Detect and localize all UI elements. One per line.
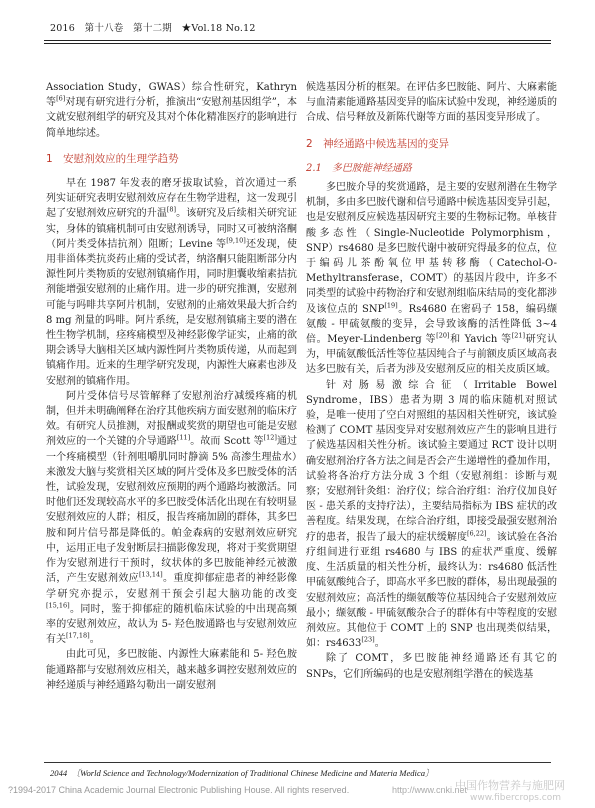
- text-span: 。Rs4680 在密码子 158，编码缬氨酸 - 甲硫氨酸的变异，会导致该酶的活性降低 3~4 倍。Meyer-Lindenberg 等: [306, 303, 557, 346]
- paragraph-1: [46, 176, 297, 389]
- citation: [23]: [361, 635, 375, 644]
- text-span: 通过一个疼痛模型（针剂咀嚼肌同时静滴 5% 高渗生理盐水）来激发大脑与奖赏相关区域的阿片受体及多巴胺受体的活性，试验发现，安慰剂效应预期的两个通路均被激活。同时他们还发现较高水平的多巴胺受体活化出现在有较明显安慰剂效应的人群；相反，报告疼痛加剧的群体，其多巴胺和阿片信号都是降低的。帕金森病的安慰剂效应研究中，运用正电子发射断层扫描影像发现，将对于奖赏期望作为安慰剂进行干预时，纹状体的多巴胺能神经元被激活，产生安慰剂效应: [46, 436, 298, 585]
- text-span: 。该试验在各治疗组间进行亚组 rs4680 与 IBS 的症状严重度、缓解度、生活质量的相关性分析，最终认为：rs4680 低活性甲硫氨酸纯合子，即高水平多巴胺的群体，易出现最强的安慰剂效应；高活性的缬氨酸等位基因纯合子安慰剂效应最小；缬氨酸 - 甲硫氨酸杂合子的群体有中等程度的安慰剂效应。其他位于 COMT 上的 SNP 也出现类似结果，如：rs4633: [306, 531, 558, 650]
- text-span: 多巴胺介导的奖赏通路，是主要的安慰剂潜在生物学机制，多由多巴胺代谢和信号通路中候选基因变异引起，也是安慰剂反应候选基因研究主要的生物标记物。单核苷酸多态性（Single-Nucleotide Polymorphism，SNP）rs4680 是多巴胺代谢中被研究得最多的位点，位于编码儿茶酚氧位甲基转移酶（Catechol-O-Methyltransferase，COMT）的基因片段中，许多不同类型的试验中药物治疗和安慰剂组临床结局的变化都涉及该位点的 SNP: [306, 182, 557, 315]
- citation: [17,18]: [66, 631, 90, 640]
- intro-text: Association Study，GWAS）综合性研究，Kathryn 等: [46, 82, 297, 109]
- text-span: 和 Yavich 等: [449, 334, 512, 346]
- cnki-link[interactable]: http://www.cnki.net: [392, 785, 468, 795]
- text-span: 。: [89, 634, 100, 646]
- paragraph-r3: 除了 COMT，多巴胺能神经通路还有其它的 SNPs，它们所编码的也是安慰剂组学潜在的候选基: [306, 653, 557, 680]
- citation: [12]: [263, 434, 277, 443]
- paragraph-r2: [306, 378, 557, 652]
- paragraph-2: [46, 389, 297, 647]
- citation: [6]: [56, 94, 66, 103]
- text-span: 针对肠易激综合征（Irritable Bowel Syndrome，IBS）患者为期 3 周的临床随机对照试验，是唯一使用了空白对照组的基因相关性研究，该试验检测了 COMT 基因变异对安慰剂效应产生的影响且进行了候选基因相关性分析。该试验主要通过 RCT 设计以明确安慰剂治疗各方法之间是否会产生递增性的叠加作用，试验将各治疗方法分成 3 个组（安慰剂组：诊断与观察；安慰剂针灸组：治疗仪；综合治疗组：治疗仪加良好医 - 患关系的支持疗法），主要结局指标为 IBS 症状的改善程度。结果发现，在综合治疗组，即接受最强安慰剂治疗的患者，报告了最大的症状缓解度: [306, 379, 557, 543]
- text-span: 研究认为，甲硫氨酸低活性等位基因纯合子与前额皮质区域高表达多巴胺有关，后者为涉及安慰剂反应的相关皮质区域。: [306, 334, 557, 376]
- text-span: 早在 1987 年发表的磨牙拔取试验，首次通过一系列实证研究表明安慰剂效应存在生物学进程，这一发现引起了安慰剂效应研究的升温: [46, 178, 297, 220]
- watermark-url: www.fibercrops.com: [470, 793, 561, 803]
- subsection-heading-2-1: 2.1 多巴胺能神经通路: [306, 162, 412, 174]
- text-span: 。该研究及后续相关研究证实，身体的镇痛机制可由安慰剂诱导，同时又可被纳洛酮（阿片类受体拮抗剂）阻断；Levine 等: [46, 208, 297, 250]
- citation: [6,22]: [467, 529, 487, 538]
- paragraph-r1: [306, 180, 557, 378]
- section-heading-1: 1 安慰剂效应的生理学趋势: [46, 152, 179, 165]
- citation: [9,10]: [226, 236, 246, 245]
- right-intro: 候选基因分析的框架。在评估多巴胺能、阿片、大麻素能与血清素能通路基因变异的临床试验中发现，神经递质的合成、信号释放及新陈代谢等方面的基因变异形成了。: [306, 82, 557, 124]
- text-span: 。重度抑郁症患者的神经影像学研究亦提示，安慰剂干预会引起大脑功能的改变: [46, 573, 298, 600]
- page-footer: 2044 〔World Science and Technology/Modernization of Traditional Chinese Medicine and Materia Medica〕: [50, 768, 434, 778]
- copyright-notice: ?1994-2017 China Academic Journal Electronic Publishing House. All rights reserved.: [8, 785, 350, 795]
- text-span: 。同时，鉴于抑郁症的随机临床试验的中出现高频率的安慰剂效应，故认为 5- 羟色胺通路也与安慰剂效应有关: [46, 603, 297, 646]
- text-span: 还发现，使用非甾体类抗炎药止痛的受试者，纳洛酮只能阻断部分内源性阿片类物质的安慰剂镇痛作用，同时胆囊收缩素拮抗剂能增强安慰剂的止痛作用。进一步的研究推测，安慰剂可能与吗啡共享阿片机制，安慰剂的止痛效果最大折合约 8 mg 剂量的吗啡。阿片系统，是安慰剂镇痛主要的潜在性生物学机制，痉疼痛模型及神经影像学证实，止痛的欲期会诱导大脑相关区域内源性阿片类物质传递，从而起到镇痛作用。近来的生理学研究发现，内源性大麻素也涉及安慰剂的镇痛作用。: [46, 238, 297, 387]
- citation: [19]: [384, 301, 398, 310]
- page-header: 2016 第十八卷 第十二期 ★Vol.18 No.12: [50, 23, 256, 34]
- citation: [20]: [436, 331, 450, 340]
- header-rule: [44, 40, 551, 41]
- watermark-text: 中国作物营养与施肥网: [455, 779, 565, 792]
- header-rule-thin: [44, 43, 551, 44]
- intro-paragraph: [46, 80, 297, 141]
- footer-rule: [44, 762, 551, 763]
- section-heading-2: 2 神经通路中候选基因的变异: [306, 137, 450, 150]
- text-span: 阿片受体信号尽管解释了安慰剂治疗减缓疼痛的机制，但并未明确阐释在治疗其他疾病方面安慰剂的临床疗效。有研究人员推测，对报酬或奖赏的期望也可能是安慰剂效应的一个关键的介导通路: [46, 390, 297, 448]
- citation: [21]: [511, 331, 526, 340]
- text-span: 。: [374, 638, 385, 650]
- paragraph-3: 由此可见，多巴胺能、内源性大麻素能和 5- 羟色胺能通路都与安慰剂效应相关，越来越多调控安慰剂效应的神经递质与神经通路勾勒出一副安慰剂: [46, 649, 297, 691]
- citation: [13,14]: [139, 570, 163, 579]
- left-column: [46, 80, 297, 693]
- right-column: [306, 80, 557, 682]
- text-span: 。故而 Scott 等: [190, 436, 264, 448]
- citation: [15,16]: [46, 601, 70, 610]
- citation: [8]: [166, 206, 177, 215]
- citation: [11]: [176, 434, 191, 443]
- intro-text-cont: 对现有研究进行分析，推演出“安慰剂基因组学”，本文就安慰剂组学的研究及其对个体化精准医疗的影响进行简单地综述。: [46, 97, 297, 139]
